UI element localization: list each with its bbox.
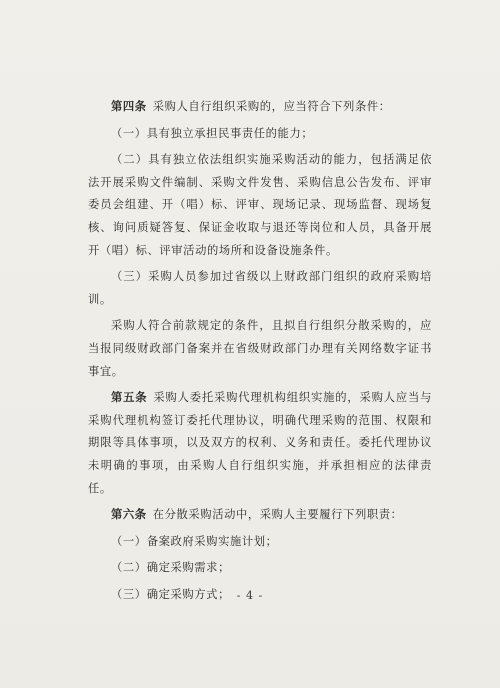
article-4-heading xyxy=(88,96,432,119)
article-6-item-2: （二）确定采购需求； xyxy=(111,561,230,575)
article-4-text: 采购人自行组织采购的，应当符合下列条件： xyxy=(152,100,391,113)
article-6-heading xyxy=(88,504,432,527)
article-5 xyxy=(88,387,432,500)
article-5-text: 采购人委托采购代理机构组织实施的，采购人应当与采购代理机构签订委托代理协议，明确代理采购的范围、权限和期限等具体事项，以及双方的权利、义务和责任。委托代理协议未明确的事项，由采购人自行组织实施，并承担相应的法律责任。 xyxy=(88,391,432,495)
article-4-label: 第四条 xyxy=(111,100,147,113)
article-6-label: 第六条 xyxy=(111,508,147,522)
article-4-note: 采购人符合前款规定的条件，且拟自行组织分散采购的，应当报同级财政部门备案并在省级财政部门办理有关网络数字证书事宜。 xyxy=(88,319,432,378)
article-5-label: 第五条 xyxy=(111,391,148,405)
article-4-item-1: （一）具有独立承担民事责任的能力； xyxy=(111,126,314,140)
article-6-item-3: （三）确定采购方式； xyxy=(111,587,230,601)
article-6-item-1: （一）备案政府采购实施计划； xyxy=(111,534,278,548)
article-6-text: 在分散采购活动中，采购人主要履行下列职责： xyxy=(152,508,403,522)
page-number: - 4 - xyxy=(236,589,264,602)
article-4-item-3: （三）采购人员参加过省级以上财政部门组织的政府采购培训。 xyxy=(88,270,432,306)
article-4-item-2: （二）具有独立依法组织实施采购活动的能力，包括满足依法开展采购文件编制、采购文件发售、采购信息公告发布、评审委员会组建、开（唱）标、评审、现场记录、现场监督、现场复核、询问质疑答复、保证金收取与退还等岗位和人员，具备开展开（唱）标、评审活动的场所和设备设施条件。 xyxy=(88,153,432,257)
document-body xyxy=(88,96,432,610)
